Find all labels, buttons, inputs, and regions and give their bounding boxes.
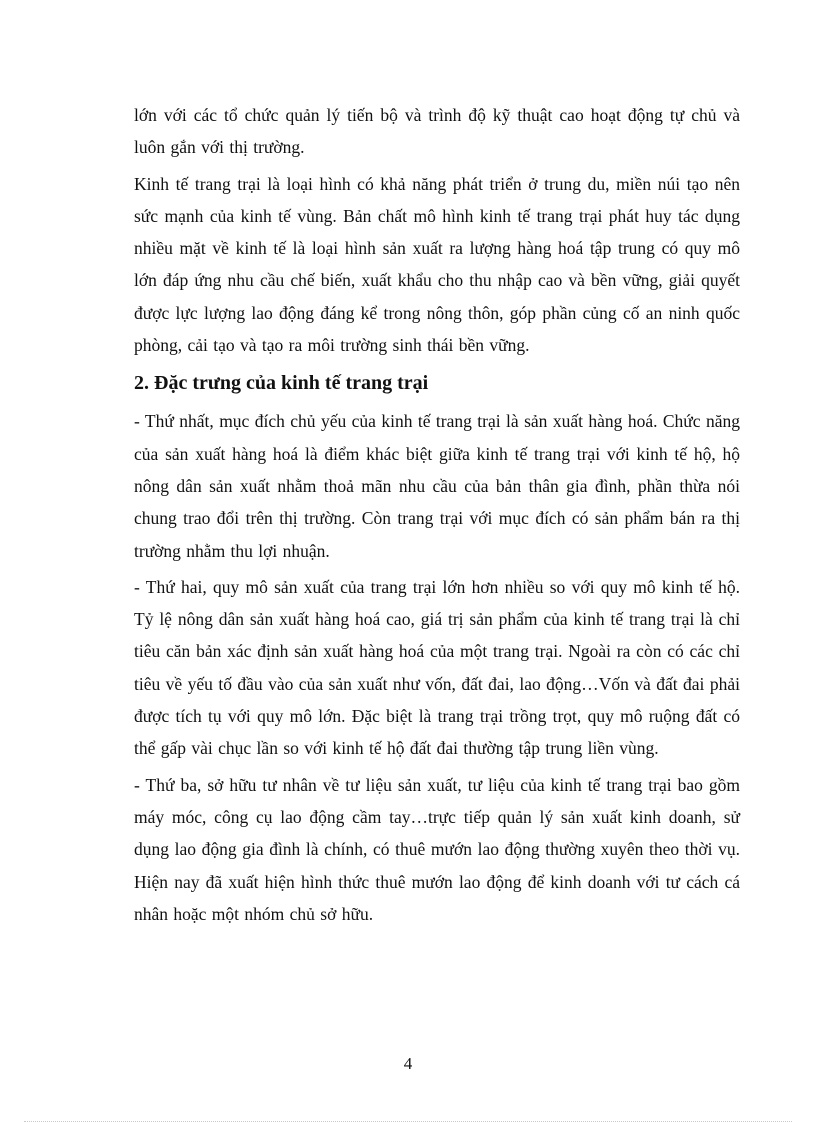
- paragraph-second-characteristic: - Thứ hai, quy mô sản xuất của trang trại lớn hơn nhiều so với quy mô kinh tế hộ. Tỷ lệ nông dân sản xuất hàng hoá cao, giá trị sản phẩm của kinh tế trang trại là chỉ tiêu căn bản xác định sản xuất hàng hoá của một trang trại. Ngoài ra còn có các chỉ tiêu về yếu tố đầu vào của sản xuất như vốn, đất đai, lao động…Vốn và đất đai phải được tích tụ với quy mô lớn. Đặc biệt là trang trại trồng trọt, quy mô ruộng đất có thể gấp vài chục lần so với kinh tế hộ đất đai thường tập trung liền vùng.: [134, 576, 740, 759]
- page-content: [134, 99, 740, 930]
- section-heading: 2. Đặc trưng của kinh tế trang trại: [134, 372, 429, 395]
- paragraph-first-characteristic: - Thứ nhất, mục đích chủ yếu của kinh tế trang trại là sản xuất hàng hoá. Chức năng của sản xuất hàng hoá là điểm khác biệt giữa kinh tế trang trại với kinh tế hộ, hộ nông dân sản xuất nhằm thoả mãn nhu cầu của bản thân gia đình, phần thừa nói chung trao đổi trên thị trường. Còn trang trại với mục đích có sản phẩm bán ra thị trường nhằm thu lợi nhuận.: [134, 411, 740, 561]
- paragraph-continuation: lớn với các tổ chức quản lý tiến bộ và trình độ kỹ thuật cao hoạt động tự chủ và luôn gắn với thị trường.: [134, 105, 740, 158]
- page-bottom-divider: [24, 1121, 792, 1122]
- paragraph-third-characteristic: - Thứ ba, sở hữu tư nhân về tư liệu sản xuất, tư liệu của kinh tế trang trại bao gồm máy móc, công cụ lao động cầm tay…trực tiếp quản lý sản xuất kinh doanh, sử dụng lao động gia đình là chính, có thuê mướn lao động thường xuyên theo thời vụ. Hiện nay đã xuất hiện hình thức thuê mướn lao động để kinh doanh với tư cách cá nhân hoặc một nhóm chủ sở hữu.: [134, 774, 740, 924]
- paragraph-farm-economy-overview: Kinh tế trang trại là loại hình có khả năng phát triển ở trung du, miền núi tạo nên sức mạnh của kinh tế vùng. Bản chất mô hình kinh tế trang trại phát huy tác dụng nhiều mặt về kinh tế là loại hình sản xuất ra lượng hàng hoá tập trung có quy mô lớn đáp ứng nhu cầu chế biến, xuất khẩu cho thu nhập cao và bền vững, giải quyết được lực lượng lao động đáng kể trong nông thôn, góp phần củng cố an ninh quốc phòng, cải tạo và tạo ra môi trường sinh thái bền vững.: [134, 173, 740, 356]
- page-number: 4: [403, 1054, 413, 1073]
